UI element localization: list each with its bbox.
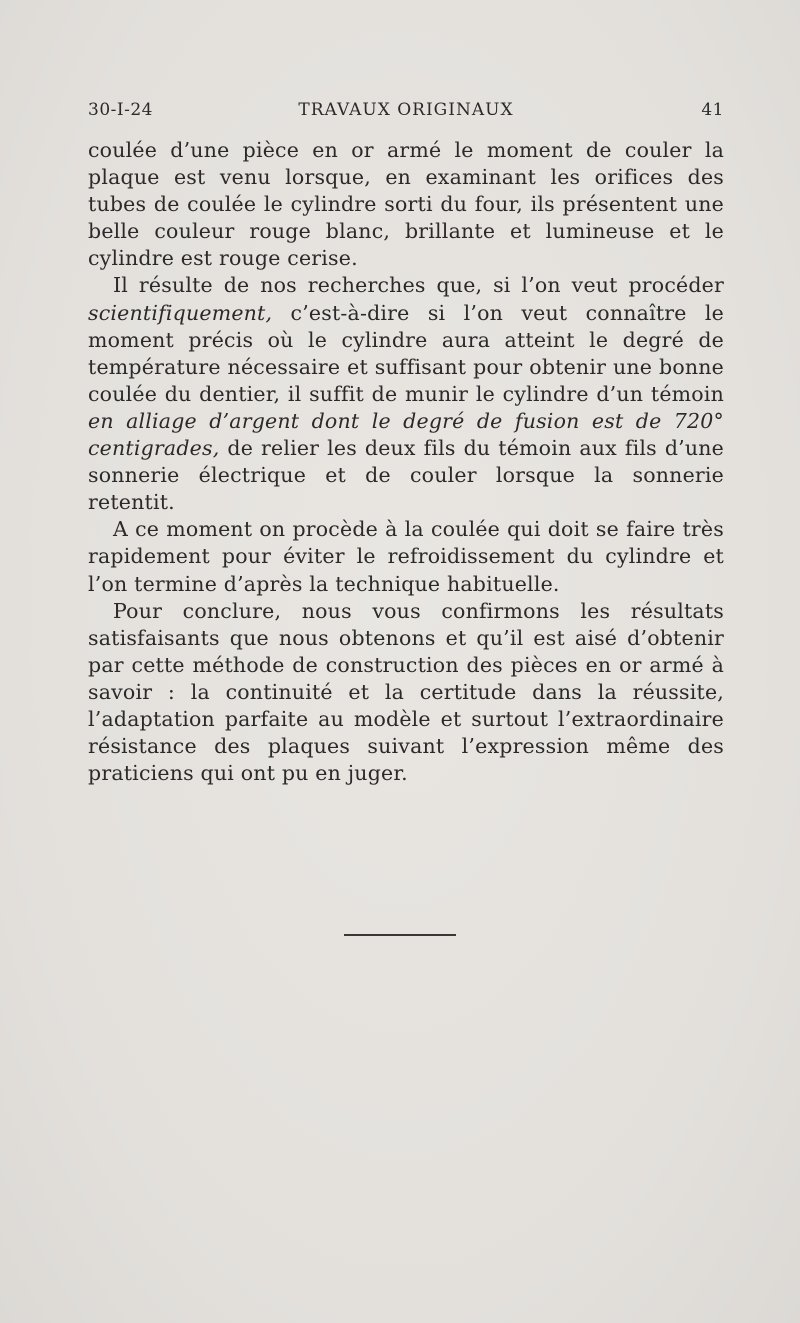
- paragraph-continuation: coulée d’une pièce en or armé le moment de couler la plaque est venu lorsque, en examinant les orifices des tubes de coulée le cylindre sorti du four, ils présentent une belle couleur rouge blanc, brillante et lumineuse et le cylindre est rouge cerise.: [88, 138, 724, 271]
- emphasis-alloy: en alliage d’argent dont le degré de fusion est de 720° centigrades,: [88, 408, 724, 461]
- paragraph-casting: A ce moment on procède à la coulée qui doit se faire très rapidement pour éviter le refroidissement du cylindre et l’on termine d’après la technique habituelle.: [88, 517, 724, 596]
- paragraph-method-intro: Il résulte de nos recherches que, si l’on veut procéder: [113, 273, 724, 298]
- body-text: [88, 137, 724, 787]
- section-end-rule: [344, 934, 456, 936]
- header-date: 30-I-24: [88, 100, 153, 120]
- paragraph-conclusion: Pour conclure, nous vous confirmons les résultats satisfaisants que nous obtenons et qu’il est aisé d’obtenir par cette méthode de construction des pièces en or armé à savoir : la continuité et la certitude dans la réussite, l’adaptation parfaite au modèle et surtout l’extraordinaire résistance des plaques suivant l’expression même des praticiens qui ont pu en juger.: [88, 598, 724, 786]
- header-title: TRAVAUX ORIGINAUX: [298, 100, 514, 120]
- page-number: 41: [701, 100, 724, 120]
- emphasis-scientifiquement: scientifiquement,: [88, 300, 273, 325]
- running-head: [88, 100, 724, 124]
- paragraph-method-end: de relier les deux fils du témoin aux fils d’une sonnerie électrique et de couler lorsque la sonnerie retentit.: [88, 436, 724, 515]
- paragraph-method: [88, 272, 724, 516]
- paragraph-method-body: c’est-à-dire si l’on veut connaître le moment précis où le cylindre aura atteint le degré de température nécessaire et suffisant pour obtenir une bonne coulée du dentier, il suffit de munir le cylindre d’un témoin: [88, 300, 724, 406]
